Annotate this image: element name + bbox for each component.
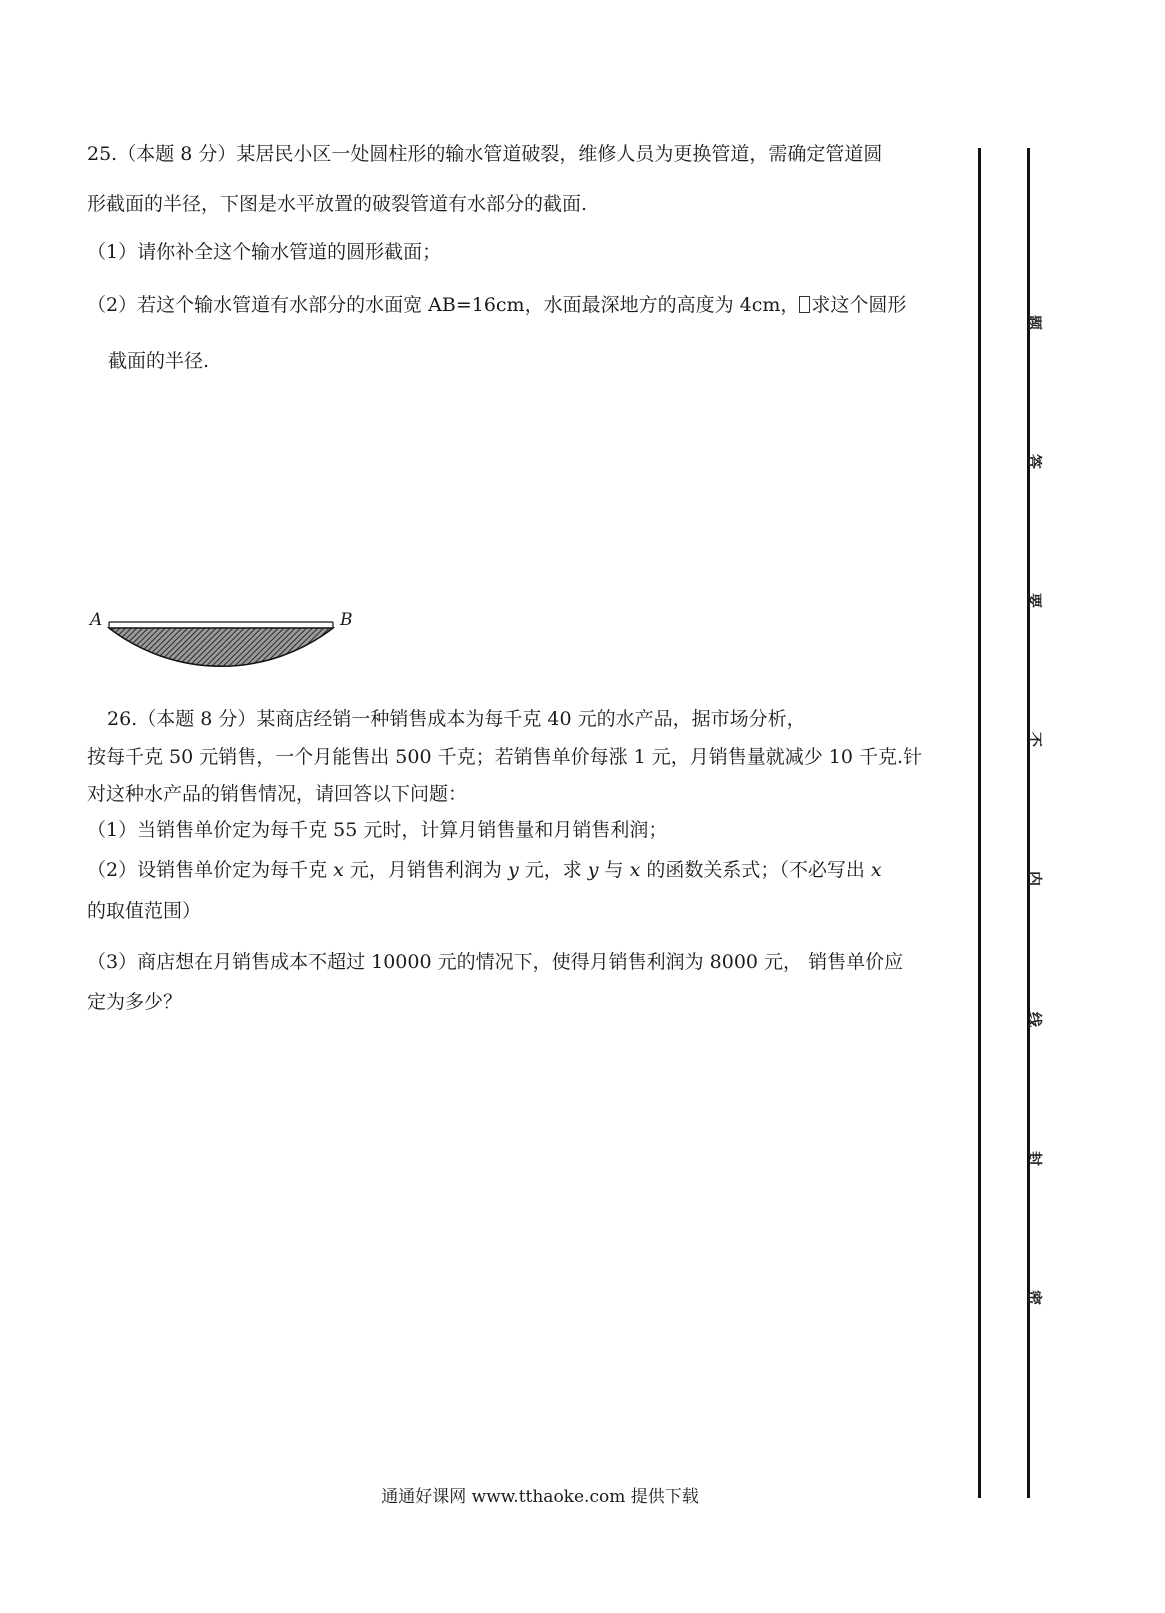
- q25-part-2: [87, 293, 906, 317]
- pipe-water-figure: [96, 606, 366, 696]
- point-b-label: B: [340, 610, 353, 630]
- seal-char-4: 不: [1025, 731, 1044, 747]
- q26-part-2-text: 的函数关系式；（不必写出: [640, 859, 871, 881]
- water-segment: [109, 628, 333, 666]
- q26-part-2-cont: 的取值范围）: [87, 900, 202, 922]
- seal-char-5: 内: [1025, 870, 1044, 886]
- q26-part-3: （3）商店想在月销售成本不超过 10000 元的情况下，使得月销售利润为 8000 元， 销售单价应: [87, 951, 904, 973]
- var-y: y: [507, 859, 519, 881]
- seal-line-left: [978, 148, 981, 1498]
- q25-part-2-text-a: （2）若这个输水管道有水部分的水面宽 AB=16cm，水面最深地方的高度为 4cm，: [87, 294, 800, 316]
- var-y: y: [587, 859, 599, 881]
- q25-line-2: 形截面的半径，下图是水平放置的破裂管道有水部分的截面.: [87, 193, 588, 215]
- missing-glyph-box: [799, 296, 810, 313]
- seal-char-8: 密: [1025, 1289, 1044, 1305]
- seal-char-3: 要: [1025, 592, 1044, 608]
- var-x: x: [629, 859, 641, 881]
- q26-line-2: 按每千克 50 元销售，一个月能售出 500 千克；若销售单价每涨 1 元，月销售量就减少 10 千克.针: [87, 746, 923, 768]
- q25-part-2-cont: 截面的半径.: [108, 350, 210, 372]
- q26-line-1: 26.（本题 8 分）某商店经销一种销售成本为每千克 40 元的水产品，据市场分析，: [107, 708, 806, 730]
- q26-part-3-cont: 定为多少？: [87, 991, 183, 1013]
- q26-part-2: [87, 858, 882, 882]
- q26-part-2-text: （2）设销售单价定为每千克: [87, 859, 334, 881]
- point-a-label: A: [90, 610, 103, 630]
- seal-char-6: 线: [1025, 1011, 1044, 1027]
- q26-part-2-text: 元，求: [518, 859, 588, 881]
- q25-line-1: 25.（本题 8 分）某居民小区一处圆柱形的输水管道破裂，维修人员为更换管道，需确定管道圆: [87, 143, 883, 165]
- seal-char-1: 题: [1025, 314, 1044, 330]
- var-x: x: [333, 859, 344, 881]
- seal-char-7: 封: [1025, 1150, 1044, 1166]
- q26-part-1: （1）当销售单价定为每千克 55 元时，计算月销售量和月销售利润；: [87, 819, 668, 841]
- q25-part-1: （1）请你补全这个输水管道的圆形截面；: [87, 241, 442, 263]
- var-x: x: [870, 859, 882, 881]
- q26-line-3: 对这种水产品的销售情况，请回答以下问题：: [87, 783, 468, 805]
- page-footer: 通通好课网 www.tthaoke.com 提供下载: [381, 1487, 699, 1507]
- q26-part-2-text: 与: [598, 859, 630, 881]
- q26-part-2-text: 元，月销售利润为: [343, 859, 508, 881]
- q25-part-2-text-b: 求这个圆形: [811, 294, 907, 316]
- seal-char-2: 答: [1025, 453, 1044, 469]
